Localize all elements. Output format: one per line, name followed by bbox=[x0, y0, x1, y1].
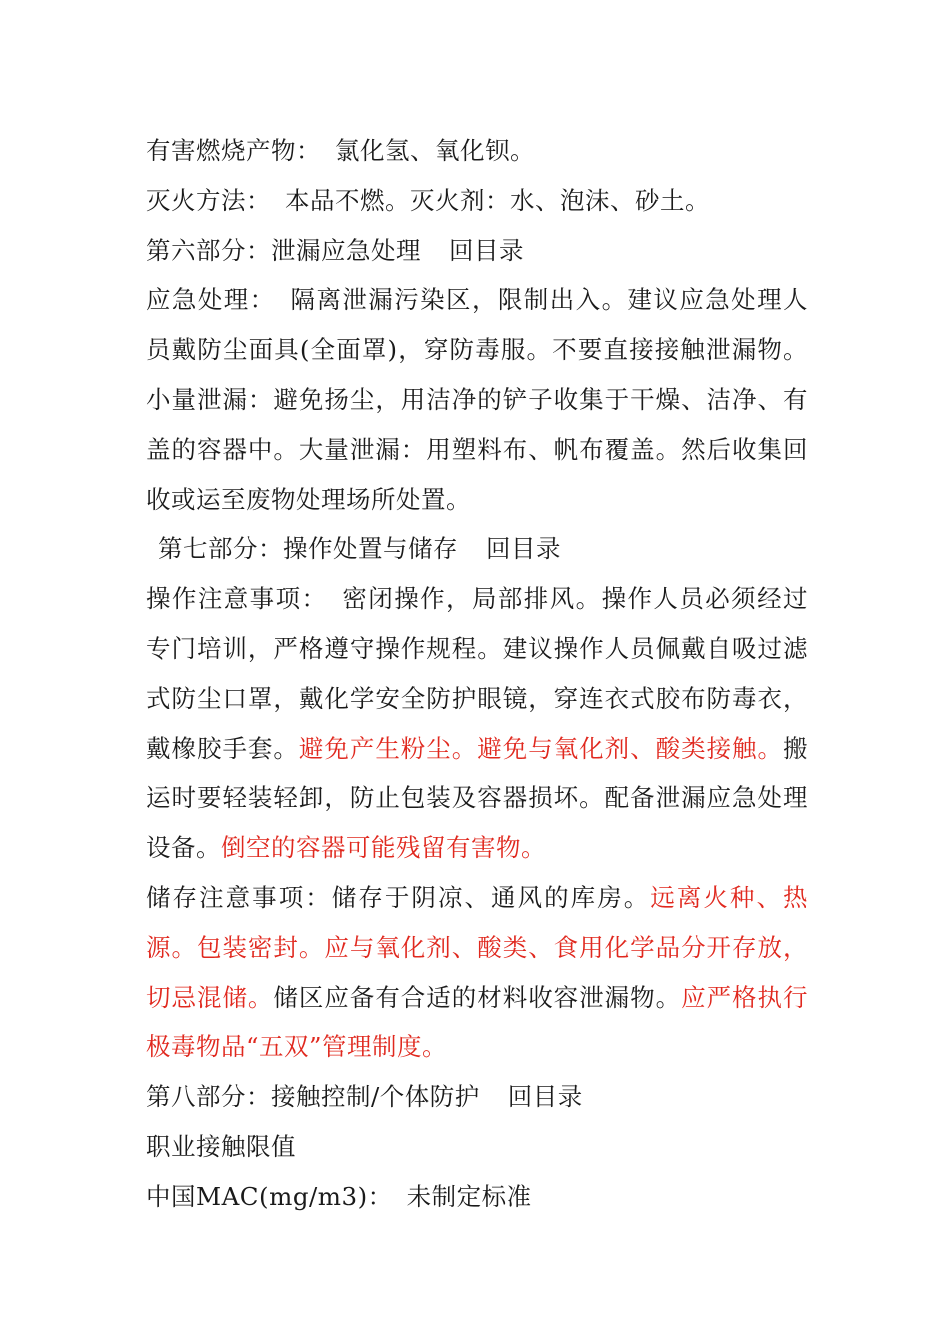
section-6-heading bbox=[146, 226, 808, 276]
storage-text-1: 储存于阴凉、通风的库房。 bbox=[331, 882, 651, 912]
operation-label: 操作注意事项： bbox=[146, 584, 328, 614]
storage-paragraph bbox=[146, 873, 808, 1072]
operation-text-1: 密闭操作，局部排风。操作人员必须经过专门培训，严格遵守操作规程。建议操作人员佩戴自吸过滤式防尘口罩，戴化学安全防护眼镜，穿连衣式胶布防毒衣，戴橡胶手套。 bbox=[146, 584, 809, 763]
fire-label: 灭火方法： bbox=[146, 185, 271, 215]
storage-text-2: 储区应备有合适的材料收容泄漏物。 bbox=[273, 982, 682, 1012]
occupational-limit-heading bbox=[146, 1122, 808, 1172]
occupational-heading: 职业接触限值 bbox=[146, 1131, 296, 1161]
storage-warning-2: 应严格执行极毒物品“五双”管理制度。 bbox=[146, 982, 809, 1062]
fire-value: 本品不燃。灭火剂：水、泡沫、砂土。 bbox=[285, 185, 710, 215]
section-8-toc-link[interactable]: 回目录 bbox=[507, 1082, 583, 1112]
storage-label: 储存注意事项： bbox=[146, 882, 332, 912]
mac-line bbox=[146, 1172, 808, 1222]
mac-label: 中国MAC(mg/m3)： bbox=[146, 1181, 393, 1211]
operation-warning-2: 倒空的容器可能残留有害物。 bbox=[221, 833, 546, 863]
combustion-products-line bbox=[146, 126, 808, 176]
section-7-title: 第七部分：操作处置与储存 bbox=[158, 534, 458, 564]
operation-text-2: 搬运时要轻装轻卸，防止包装及容器损坏。配备泄漏应急处理设备。 bbox=[146, 733, 809, 863]
operation-paragraph bbox=[146, 574, 808, 873]
section-6-toc-link[interactable]: 回目录 bbox=[449, 235, 524, 265]
emergency-paragraph bbox=[146, 275, 808, 524]
section-7-heading bbox=[146, 524, 808, 574]
fire-method-line bbox=[146, 176, 808, 226]
operation-warning-1: 避免产生粉尘。避免与氧化剂、酸类接触。 bbox=[298, 733, 784, 763]
section-7-toc-link[interactable]: 回目录 bbox=[486, 534, 561, 564]
section-6-title: 第六部分：泄漏应急处理 bbox=[146, 235, 421, 265]
mac-value: 未制定标准 bbox=[406, 1181, 532, 1211]
document-page bbox=[146, 126, 808, 1222]
storage-warning-1: 远离火种、热源。包装密封。应与氧化剂、酸类、食用化学品分开存放，切忌混储。 bbox=[146, 882, 809, 1012]
section-8-heading bbox=[146, 1072, 808, 1122]
combustion-value: 氯化氢、氧化钡。 bbox=[335, 136, 535, 165]
section-8-title: 第八部分：接触控制/个体防护 bbox=[146, 1082, 480, 1112]
combustion-label: 有害燃烧产物： bbox=[146, 136, 321, 165]
emergency-text: 隔离泄漏污染区，限制出入。建议应急处理人员戴防尘面具(全面罩)，穿防毒服。不要直接接触泄漏物。小量泄漏：避免扬尘，用洁净的铲子收集于干燥、洁净、有盖的容器中。大量泄漏：用塑料布、帆布覆盖。然后收集回收或运至废物处理场所处置。 bbox=[146, 285, 809, 514]
emergency-label: 应急处理： bbox=[146, 285, 276, 315]
